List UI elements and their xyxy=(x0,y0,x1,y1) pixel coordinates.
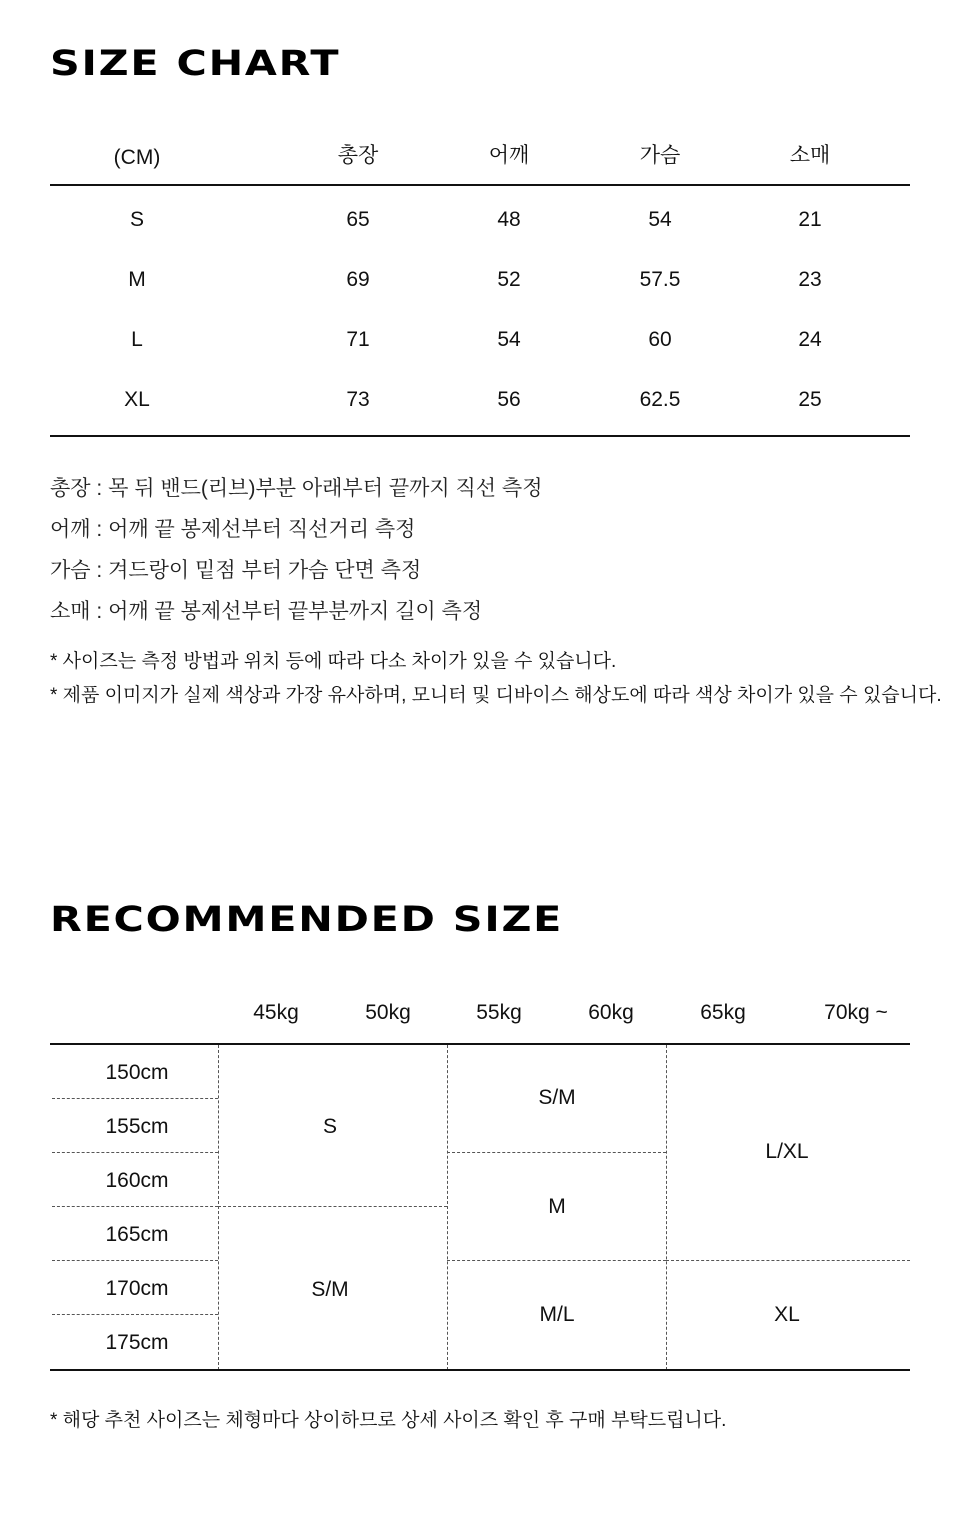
weight-header: 70kg ~ xyxy=(824,1001,888,1024)
weight-header: 65kg xyxy=(700,1001,746,1024)
recommended-size-cell: M/L xyxy=(539,1303,575,1326)
measurement-note-shoulder: 어깨 : 어깨 끝 봉제선부터 직선거리 측정 xyxy=(50,518,416,541)
recommended-footnote: * 해당 추천 사이즈는 체형마다 상이하므로 상세 사이즈 확인 후 구매 부탁드립니다. xyxy=(50,1410,727,1431)
color-disclaimer: * 제품 이미지가 실제 색상과 가장 유사하며, 모니터 및 디바이스 해상도에 따라 색상 차이가 있을 수 있습니다. xyxy=(50,685,942,706)
size-chart-bottom-divider xyxy=(50,435,910,437)
row-separator xyxy=(52,1260,218,1261)
size-chart-cell: 54 xyxy=(497,328,521,351)
height-label: 165cm xyxy=(105,1223,169,1246)
row-separator xyxy=(52,1098,218,1099)
recommended-size-cell: S/M xyxy=(311,1278,349,1301)
size-chart-header-divider xyxy=(50,184,910,186)
recommended-size-title: RECOMMENDED SIZE xyxy=(50,900,564,940)
size-chart-cell: 23 xyxy=(798,268,822,291)
size-chart-cell: S xyxy=(129,208,145,231)
height-label: 155cm xyxy=(105,1115,169,1138)
size-chart-cell: 24 xyxy=(798,328,822,351)
row-separator xyxy=(52,1152,218,1153)
size-chart-cell: XL xyxy=(124,388,150,411)
size-chart-cell: 52 xyxy=(497,268,521,291)
weight-header: 60kg xyxy=(588,1001,634,1024)
weight-header: 50kg xyxy=(365,1001,411,1024)
size-chart-cell: 71 xyxy=(346,328,370,351)
row-separator xyxy=(52,1206,218,1207)
height-label: 160cm xyxy=(105,1169,169,1192)
column-separator xyxy=(666,1045,667,1370)
size-chart-cell: 48 xyxy=(497,208,521,231)
row-separator xyxy=(52,1314,218,1315)
size-chart-header-unit: (CM) xyxy=(113,146,161,169)
block-separator xyxy=(447,1260,666,1261)
size-chart-cell: 21 xyxy=(798,208,822,231)
recommended-size-cell: L/XL xyxy=(765,1140,809,1163)
size-chart-header-chest: 가슴 xyxy=(639,144,681,167)
size-chart-cell: L xyxy=(131,328,143,351)
size-chart-header-sleeve: 소매 xyxy=(789,144,831,167)
size-chart-cell: 73 xyxy=(346,388,370,411)
block-separator xyxy=(447,1152,666,1153)
size-chart-title: SIZE CHART xyxy=(50,44,341,84)
size-chart-cell: 56 xyxy=(497,388,521,411)
weight-header: 55kg xyxy=(476,1001,522,1024)
measurement-note-sleeve: 소매 : 어깨 끝 봉제선부터 끝부분까지 길이 측정 xyxy=(50,600,483,623)
size-chart-cell: 65 xyxy=(346,208,370,231)
size-chart-cell: 60 xyxy=(648,328,672,351)
block-separator xyxy=(666,1260,910,1261)
measurement-note-length: 총장 : 목 뒤 밴드(리브)부분 아래부터 끝까지 직선 측정 xyxy=(50,477,543,500)
size-chart-header-length: 총장 xyxy=(337,144,379,167)
recommended-size-cell: S/M xyxy=(538,1086,576,1109)
recommended-size-cell: XL xyxy=(774,1303,800,1326)
recommended-size-cell: M xyxy=(548,1195,566,1218)
size-chart-cell: 69 xyxy=(346,268,370,291)
column-separator xyxy=(218,1045,219,1370)
size-chart-cell: 62.5 xyxy=(639,388,681,411)
height-label: 150cm xyxy=(105,1061,169,1084)
column-separator xyxy=(447,1045,448,1370)
size-disclaimer: * 사이즈는 측정 방법과 위치 등에 따라 다소 차이가 있을 수 있습니다. xyxy=(50,651,617,672)
height-label: 175cm xyxy=(105,1331,169,1354)
recommended-size-cell: S xyxy=(322,1115,338,1138)
size-chart-cell: 57.5 xyxy=(639,268,681,291)
block-separator xyxy=(218,1206,447,1207)
height-label: 170cm xyxy=(105,1277,169,1300)
weight-header: 45kg xyxy=(253,1001,299,1024)
size-chart-cell: M xyxy=(128,268,146,291)
size-chart-header-shoulder: 어깨 xyxy=(488,144,530,167)
measurement-note-chest: 가슴 : 겨드랑이 밑점 부터 가슴 단면 측정 xyxy=(50,559,422,582)
recommended-bottom-divider xyxy=(50,1369,910,1371)
size-chart-cell: 25 xyxy=(798,388,822,411)
size-chart-cell: 54 xyxy=(648,208,672,231)
recommended-header-divider xyxy=(50,1043,910,1045)
